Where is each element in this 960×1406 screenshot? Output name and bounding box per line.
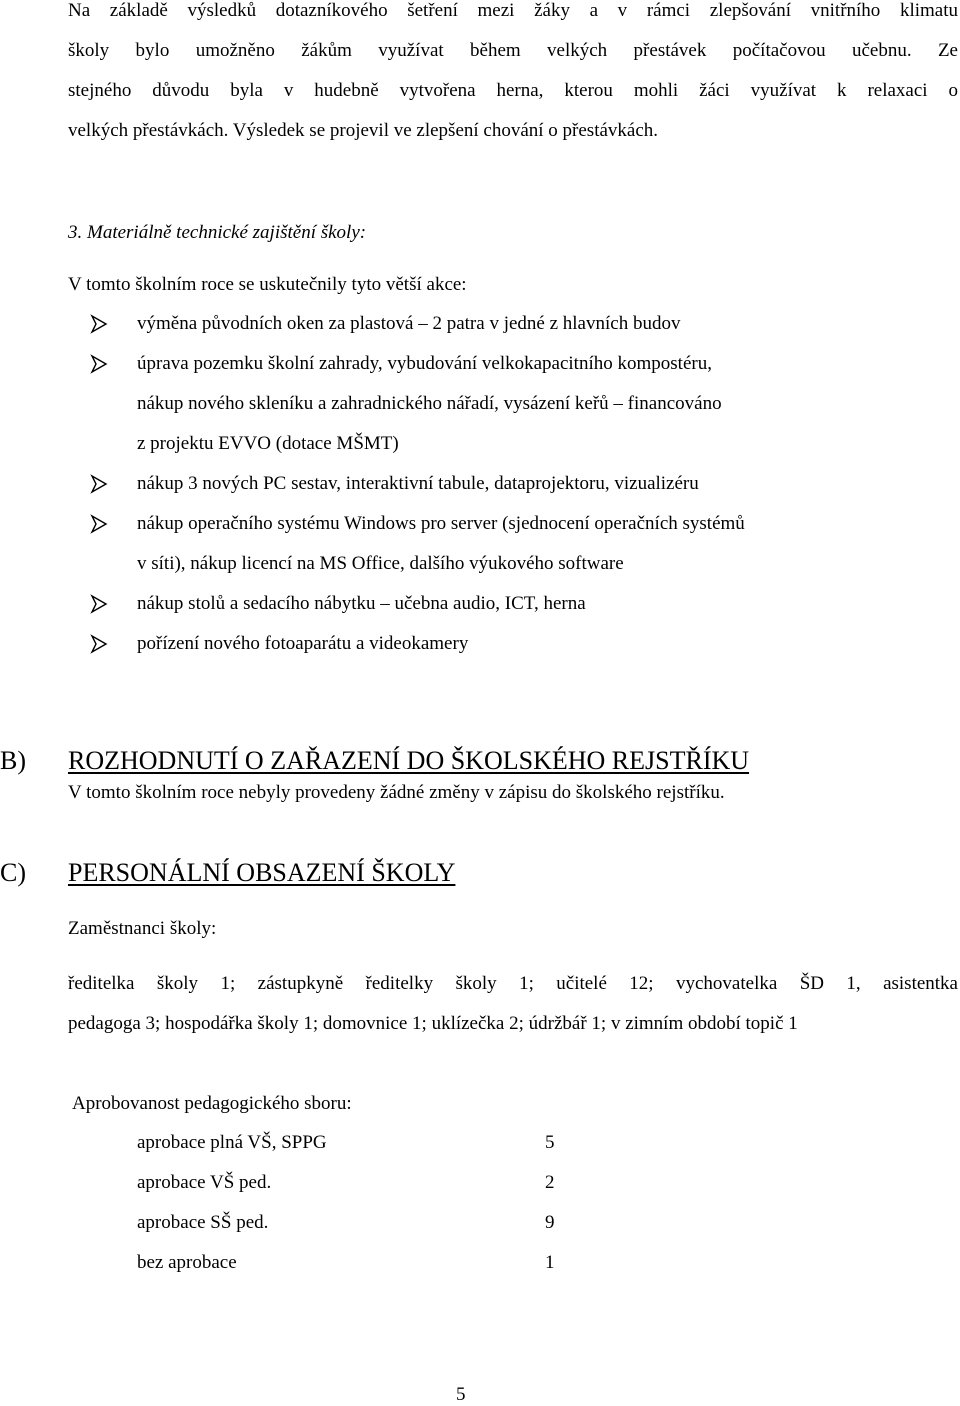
aprobace-row-label: aprobace SŠ ped.	[137, 1212, 269, 1233]
arrow-bullet-icon	[90, 513, 110, 535]
aprobace-row-value: 5	[545, 1132, 555, 1153]
arrow-bullet-icon	[90, 593, 110, 615]
aprobace-row-value: 9	[545, 1212, 555, 1233]
bullet-3-line-1: nákup 3 nových PC sestav, interaktivní tabule, dataprojektoru, vizualizéru	[137, 473, 699, 494]
staff-line-2: pedagoga 3; hospodářka školy 1; domovnice 1; uklízečka 2; údržbář 1; v zimním období topič 1	[68, 1013, 798, 1034]
aprobace-row-label: aprobace plná VŠ, SPPG	[137, 1132, 327, 1153]
bullet-1-line-1: výměna původních oken za plastová – 2 patra v jedné z hlavních budov	[137, 313, 681, 334]
aprobace-row-value: 2	[545, 1172, 555, 1193]
section-c-letter: C)	[0, 858, 26, 887]
section-c-title: PERSONÁLNÍ OBSAZENÍ ŠKOLY	[68, 858, 456, 887]
section-b-title: ROZHODNUTÍ O ZAŘAZENÍ DO ŠKOLSKÉHO REJSTŘÍKU	[68, 746, 750, 775]
material-intro: V tomto školním roce se uskutečnily tyto větší akce:	[68, 274, 467, 295]
aprobace-row-value: 1	[545, 1252, 555, 1273]
bullet-2-line-1: úprava pozemku školní zahrady, vybudování velkokapacitního kompostéru,	[137, 353, 712, 374]
aprobace-label: Aprobovanost pedagogického sboru:	[72, 1093, 352, 1114]
arrow-bullet-icon	[90, 313, 110, 335]
bullet-6-line-1: pořízení nového fotoaparátu a videokamery	[137, 633, 469, 654]
intro-line-3: stejného důvodu byla v hudebně vytvořena herna, kterou mohli žáci využívat k relaxaci o	[68, 80, 958, 101]
intro-line-4: velkých přestávkách. Výsledek se projevil ve zlepšení chování o přestávkách.	[68, 120, 659, 141]
arrow-bullet-icon	[90, 353, 110, 375]
intro-line-1: Na základě výsledků dotazníkového šetření mezi žáky a v rámci zlepšování vnitřního klimatu	[68, 0, 958, 21]
aprobace-row-label: bez aprobace	[137, 1252, 237, 1273]
bullet-2-line-2: nákup nového skleníku a zahradnického nářadí, vysázení keřů – financováno	[137, 393, 722, 414]
bullet-4-line-1: nákup operačního systému Windows pro server (sjednocení operačních systémů	[137, 513, 745, 534]
section-b-letter: B)	[0, 746, 26, 775]
staff-label: Zaměstnanci školy:	[68, 918, 217, 939]
aprobace-row-label: aprobace VŠ ped.	[137, 1172, 272, 1193]
intro-line-2: školy bylo umožněno žákům využívat během velkých přestávek počítačovou učebnu. Ze	[68, 40, 958, 61]
section-b-text: V tomto školním roce nebyly provedeny žádné změny v zápisu do školského rejstříku.	[68, 782, 725, 803]
bullet-5-line-1: nákup stolů a sedacího nábytku – učebna audio, ICT, herna	[137, 593, 586, 614]
page-number: 5	[456, 1384, 466, 1405]
staff-line-1: ředitelka školy 1; zástupkyně ředitelky školy 1; učitelé 12; vychovatelka ŠD 1, asistentka	[68, 973, 958, 994]
bullet-4-line-2: v síti), nákup licencí na MS Office, dalšího výukového software	[137, 553, 624, 574]
material-heading: 3. Materiálně technické zajištění školy:	[68, 222, 367, 243]
arrow-bullet-icon	[90, 633, 110, 655]
bullet-2-line-3: z projektu EVVO (dotace MŠMT)	[137, 433, 399, 454]
arrow-bullet-icon	[90, 473, 110, 495]
